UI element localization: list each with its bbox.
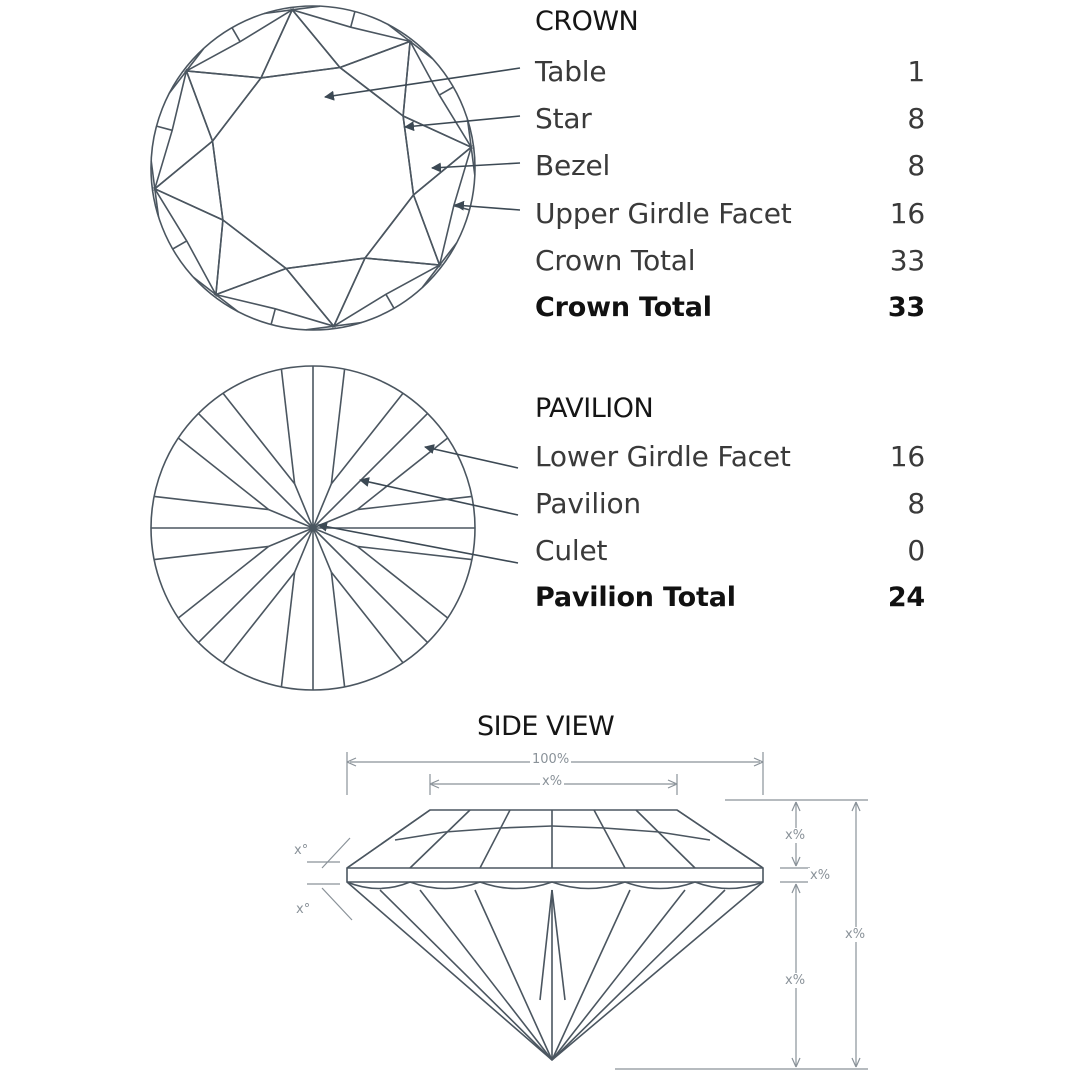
lower-girdle-facet-edge: [223, 393, 295, 483]
pavilion-total-label: Pavilion Total: [535, 582, 736, 613]
star-facet: [365, 195, 440, 265]
culet-point: [311, 526, 316, 531]
crown-facet-edge: [410, 810, 470, 868]
bezel-pointer: [432, 163, 520, 168]
bezel-facet: [216, 269, 334, 327]
lower-girdle-facet-edge: [281, 572, 294, 687]
crown-star-edge: [659, 832, 710, 840]
crown-height-label: x%: [785, 828, 806, 843]
pavilion-bottom-view: [151, 366, 475, 690]
lower-girdle-facet-edge: [178, 438, 268, 510]
crown-facet-edge: [480, 810, 510, 868]
pavilion-facet-edge: [540, 890, 552, 1000]
crown-row-label: Bezel: [535, 149, 611, 182]
pavilion-row-lower-girdle: [535, 440, 925, 480]
pavilion-main-edge: [380, 890, 552, 1060]
upper-girdle-facet-edge: [232, 28, 240, 42]
dimension-lines: [307, 752, 868, 1069]
pavilion-total-row: [535, 582, 925, 622]
crown-title: CROWN: [535, 6, 639, 37]
crown-row-crown-total: [535, 244, 925, 284]
crown-row-value: 16: [889, 197, 925, 230]
crown-star-edge: [445, 828, 500, 832]
crown-row-label: Table: [535, 55, 607, 88]
pavilion-pointer: [360, 480, 518, 515]
crown-total-row: [535, 292, 925, 332]
culet-pointer: [318, 525, 518, 563]
upper-girdle-facet-edge: [186, 49, 203, 71]
crown-star-edge: [552, 826, 604, 828]
crown-angle-mark: [322, 838, 350, 868]
pavilion-main-edge: [552, 890, 725, 1060]
lower-girdle-facet-edge: [357, 546, 472, 559]
crown-star-edge: [604, 828, 659, 832]
pavilion-angle-mark: [322, 888, 352, 920]
lower-girdle-facet-edge: [357, 546, 447, 618]
pavilion-row-culet: [535, 534, 925, 574]
crown-row-label: Star: [535, 102, 592, 135]
crown-total-value: 33: [887, 292, 925, 323]
crown-row-value: 8: [907, 102, 925, 135]
crown-row-label: Upper Girdle Facet: [535, 197, 792, 230]
lower-girdle-facet-edge: [331, 572, 344, 687]
table-facet: [213, 68, 414, 269]
lower-girdle-facet-edge: [281, 369, 294, 484]
pavilion-row-value: 16: [889, 440, 925, 473]
crown-angle-label: x°: [294, 843, 309, 858]
table-pointer: [325, 68, 520, 97]
lower-girdle-scallop: [410, 882, 480, 889]
lower-girdle-facet-edge: [154, 496, 269, 509]
pavilion-depth-label: x%: [785, 973, 806, 988]
upper-girdle-facet-edge: [351, 12, 355, 28]
lower-girdle-facet-edge: [357, 496, 472, 509]
lower-girdle-scallop: [347, 882, 410, 889]
crown-row-label: Crown Total: [535, 244, 696, 277]
lower-girdle-scallop: [625, 882, 695, 889]
crown-facet-edge: [636, 810, 695, 868]
pavilion-facet-edge: [552, 890, 565, 1000]
lower-girdle-pointer: [425, 447, 518, 468]
pavilion-row-label: Culet: [535, 534, 608, 567]
crown-total-label: Crown Total: [535, 292, 712, 323]
crown-row-bezel: [535, 149, 925, 189]
lower-girdle-facet-edge: [331, 393, 403, 483]
pavilion-row-pavilion: [535, 487, 925, 527]
lower-girdle-scallop: [480, 882, 552, 889]
lower-girdle-scallop: [552, 882, 625, 889]
lower-girdle-scallop: [695, 882, 763, 889]
bezel-facet: [155, 71, 213, 189]
pavilion-main-edge: [313, 413, 428, 528]
side-view-profile: [347, 810, 763, 1060]
lower-girdle-facet-edge: [331, 369, 344, 484]
star-facet: [186, 71, 261, 141]
table-dimension-label: x%: [542, 774, 563, 789]
star-facet: [340, 41, 410, 116]
upper-girdle-facet-edge: [271, 309, 275, 325]
pavilion-row-label: Lower Girdle Facet: [535, 440, 791, 473]
upper-girdle-facet-edge: [410, 41, 432, 58]
upper-girdle-facet-edge: [386, 294, 394, 308]
upper-girdle-facet-edge: [157, 126, 173, 130]
pavilion-main-edge: [198, 413, 313, 528]
girdle-thickness-label: x%: [810, 868, 831, 883]
crown-row-table: [535, 55, 925, 95]
crown-facet-edge: [677, 810, 763, 868]
upper-girdle-facet-edge: [422, 265, 439, 287]
crown-star-edge: [395, 832, 445, 840]
pavilion-main-edge: [198, 528, 313, 643]
star-pointer: [405, 116, 520, 127]
pavilion-main-edge: [313, 528, 428, 643]
crown-row-value: 1: [907, 55, 925, 88]
star-facet: [216, 220, 286, 295]
upper-girdle-facet-edge: [173, 241, 187, 249]
pavilion-row-value: 0: [907, 534, 925, 567]
lower-girdle-facet-edge: [178, 546, 268, 618]
upper-girdle-facet-edge: [194, 277, 216, 294]
lower-girdle-facet-edge: [331, 572, 403, 662]
pavilion-row-label: Pavilion: [535, 487, 641, 520]
crown-top-view: [151, 6, 475, 330]
total-depth-label: x%: [845, 927, 866, 942]
pavilion-row-value: 8: [907, 487, 925, 520]
pointer-arrows: [318, 68, 520, 563]
crown-facet-edge: [347, 810, 430, 868]
diamond-outline: [347, 810, 763, 1060]
lower-girdle-facet-edge: [223, 572, 295, 662]
side-view-title: SIDE VIEW: [477, 711, 615, 742]
crown-row-star: [535, 102, 925, 142]
bezel-facet: [292, 10, 410, 68]
pavilion-angle-label: x°: [296, 902, 311, 917]
crown-row-value: 8: [907, 149, 925, 182]
width-dimension-label: 100%: [532, 752, 570, 767]
crown-row-upper-girdle: [535, 197, 925, 237]
upper-girdle-facet-edge: [439, 87, 453, 95]
lower-girdle-facet-edge: [154, 546, 269, 559]
pavilion-total-value: 24: [887, 582, 925, 613]
crown-star-edge: [500, 826, 552, 828]
pavilion-title: PAVILION: [535, 393, 654, 424]
crown-row-value: 33: [889, 244, 925, 277]
crown-facet-edge: [594, 810, 625, 868]
